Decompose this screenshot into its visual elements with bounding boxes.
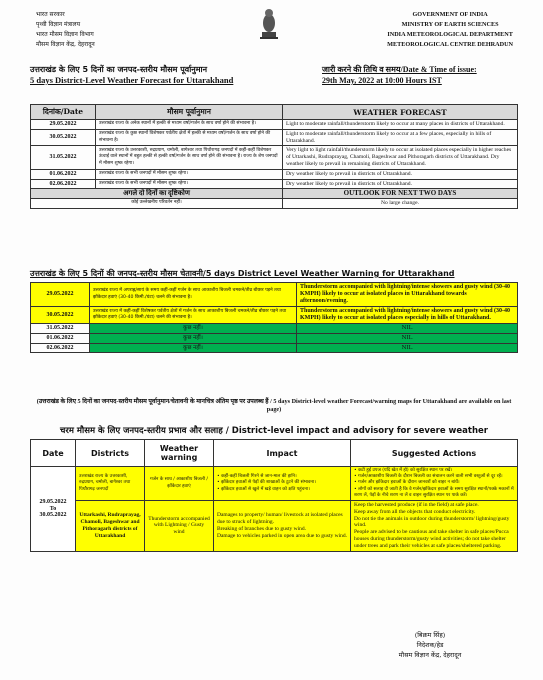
issue-value: 29th May, 2022 at 10:00 Hours IST <box>322 76 442 85</box>
warning-title: उत्तराखंड के लिए 5 दिनों की जनपद-स्तरीय मौसम चेतावनी/5 days District Level Weather Warning for Uttarakhand <box>30 269 455 278</box>
warning-date: 02.06.2022 <box>31 343 90 353</box>
outlook-english-heading: OUTLOOK FOR NEXT TWO DAYS <box>283 189 518 199</box>
hdr-hi-4: मौसम विज्ञान केंद्र, देहरादून <box>36 41 95 48</box>
warning-date: 31.05.2022 <box>31 324 90 334</box>
impact-title: चरम मौसम के लिए जनपद-स्तरीय प्रभाव और सलाह / District-level impact and advisory for severe weather <box>60 426 488 436</box>
forecast-row <box>31 146 518 169</box>
hdr-en-3: INDIA METEOROLOGICAL DEPARTMENT <box>387 31 513 38</box>
warning-hindi: कुछ नहीं। <box>90 324 297 334</box>
col-forecast-english: WEATHER FORECAST <box>283 105 518 120</box>
row-english: Dry weather likely to prevail in districts of Uttarakhand. <box>283 179 518 189</box>
forecast-table <box>30 104 518 209</box>
warning-hindi: कुछ नहीं। <box>90 333 297 343</box>
actions-english: Keep the harvested produce (if in the field) at safe place. Keep away from all the objects that conduct electricity. Do not tie the animals in outdoor during thunderstorm/ lightning/gusty wind. People are advised to be cautious and take shelter in safe places/Pucca houses during thunderstorm/gusty wind activities; do not take shelter under trees and park their vehicles at safe places/sheltered parking. <box>351 501 518 552</box>
row-english: Light to moderate rainfall/thunderstorm likely to occur at a few places, especially in hills of Uttarakhand. <box>283 129 518 146</box>
warning-date: 30.05.2022 <box>31 307 90 324</box>
row-hindi: उत्तराखंड राज्य के सभी जनपदों में मौसम शुष्क रहेगा। <box>96 169 283 179</box>
issue-label: जारी करने की तिथि व समय/Date & Time of issue: <box>322 65 477 74</box>
warning-english: NIL <box>297 333 518 343</box>
col-impact: Impact <box>214 440 351 467</box>
impact-row-english <box>31 501 518 552</box>
outlook-english-text: No large change. <box>283 199 518 209</box>
warning-row <box>31 283 518 307</box>
hdr-hi-2: पृथ्वी विज्ञान मंत्रालय <box>36 21 81 28</box>
outlook-header-row <box>31 189 518 199</box>
col-date: दिनांक/Date <box>31 105 96 120</box>
warning-row <box>31 333 518 343</box>
warning-hindi-cell: गर्जन के साथ / आकाशीय बिजली / झोंकेदार हवाएं <box>145 467 214 501</box>
actions-hindi: • कटी हुई उपज (यदि खेत में हो) को सुरक्षित स्थान पर रखें। • गर्जन/आकाशीय बिजली के दौरान बिजली का संचालन करने वाली सभी वस्तुओं से दूर रहें। • गर्जन और झोंकेदार हवाओं के दौरान जानवरों को बाहर न बांधें। • लोगों को सलाह दी जाती है कि वे गर्जन/झोंकेदार हवाओं के समय सुरक्षित स्थानों/पक्के मकानों में शरण लें, पेड़ों के नीचे शरण ना लें व वाहन सुरक्षित स्थान पर पार्क करें। <box>351 467 518 501</box>
districts-hindi: उत्तराखंड राज्य के उत्तरकाशी, रुद्रप्रयाग, चमोली, बागेश्वर तथा पिथौरागढ़ जनपदों <box>76 467 145 501</box>
warning-english-cell: Thunderstorm accompanied with Lightning / Gusty wind <box>145 501 214 552</box>
warning-date: 01.06.2022 <box>31 333 90 343</box>
impact-date: 29.05.2022 To 30.05.2022 <box>31 467 76 552</box>
forecast-row <box>31 129 518 146</box>
maps-note: (उत्तराखंड के लिए 5 दिनों का जनपद-स्तरीय मौसम पूर्वानुमान/चेतावनी के मानचित्र अंतिम पृष्ठ पर उपलब्ध हैं / 5 days District-level weather Forecast/warning maps for Uttarakhand are available on last page) <box>36 398 512 413</box>
warning-hindi: कुछ नहीं। <box>90 343 297 353</box>
col-impact-date: Date <box>31 440 76 467</box>
impact-table <box>30 439 518 552</box>
forecast-row <box>31 169 518 179</box>
forecast-row <box>31 179 518 189</box>
title-hindi: उत्तराखंड के लिए 5 दिनों का जनपद-स्तरीय मौसम पूर्वानुमान <box>30 65 208 74</box>
warning-hindi: उत्तराखंड राज्य में कहीं-कहीं विशेषकर पर्वतीय क्षेत्रों में गर्जन के साथ आकाशीय बिजली चमकने/तीव्र बौछार पड़ने तथा झोंकेदार हवाएं (30-40 किमी./घंटा) चलने की संभावना है। <box>90 307 297 324</box>
outlook-hindi-text: कोई उल्लेखनीय परिवर्तन नहीं। <box>31 199 283 209</box>
col-weather-warning: Weather warning <box>145 440 214 467</box>
row-english: Dry weather likely to prevail in districts of Uttarakhand. <box>283 169 518 179</box>
signatory-name: (बिक्रम सिंह) <box>414 631 446 639</box>
hdr-en-2: MINISTRY OF EARTH SCIENCES <box>401 21 499 28</box>
warning-english: Thunderstorm accompanied with lightning/intense showers and gusty wind (30-40 KMPH) likely to occur at isolated places especially in hills of Uttarakhand. <box>297 307 518 324</box>
signatory-office: मौसम विज्ञान केंद्र, देहरादून <box>398 651 462 659</box>
row-hindi: उत्तराखंड राज्य के कुछ स्थानों विशेषकर पर्वतीय क्षेत्रों में हल्की से मध्यम वर्षा/गर्जन के साथ वर्षा होने की संभावना है। <box>96 129 283 146</box>
warning-english: Thunderstorm accompanied with lightning/intense showers and gusty wind (30-40 KMPH) likely to occur at isolated places in Uttarakhand towards afternoon/evening. <box>297 283 518 307</box>
issue-info <box>322 64 477 86</box>
warning-table <box>30 282 518 353</box>
hdr-hi-1: भारत सरकार <box>36 11 65 18</box>
bulletin-title <box>0 64 543 90</box>
impact-row-hindi <box>31 467 518 501</box>
row-date: 01.06.2022 <box>31 169 96 179</box>
letterhead <box>0 0 543 60</box>
letterhead-english <box>387 10 513 50</box>
districts-english: Uttarkashi, Rudraprayag, Chamoli, Bageshwar and Pithoragarh districts of Uttarakhand <box>76 501 145 552</box>
hdr-hi-3: भारत मौसम विज्ञान विभाग <box>36 31 94 38</box>
warning-row <box>31 324 518 334</box>
signatory-title: निदेशक/हेड <box>416 641 444 649</box>
impact-english: Damages to property/ human/ livestock at isolated places due to struck of lightning. Breaking of branches due to gusty wind. Damage to vehicles parked in open area due to gusty wind. <box>214 501 351 552</box>
row-english: Very light to light rainfall/thunderstorm likely to occur at isolated places especially in higher reaches of Uttarkashi, Rudraprayag, Chamoli, Bageshwar and Pithoragarh districts of Uttarakhand. Dry weather likely to prevail in remaining districts of Uttarakhand. <box>283 146 518 169</box>
col-suggested-actions: Suggested Actions <box>351 440 518 467</box>
row-date: 31.05.2022 <box>31 146 96 169</box>
forecast-row <box>31 120 518 130</box>
row-date: 30.05.2022 <box>31 129 96 146</box>
warning-row <box>31 343 518 353</box>
signature-block <box>370 630 490 660</box>
title-left <box>30 64 233 86</box>
warning-date: 29.05.2022 <box>31 283 90 307</box>
outlook-row <box>31 199 518 209</box>
impact-hindi: • कहीं-कहीं बिजली गिरने से जान-माल की हानि। • झोंकेदार हवाओं से पेड़ों की शाखाओं के टूटने की संभावना। • झोंकेदार हवाओं से खुले में खड़े वाहन को क्षति पहुंचना। <box>214 467 351 501</box>
letterhead-hindi <box>36 10 95 50</box>
warning-row <box>31 307 518 324</box>
national-emblem-icon <box>258 6 280 40</box>
col-districts: Districts <box>76 440 145 467</box>
warning-english: NIL <box>297 343 518 353</box>
title-english: 5 days District-Level Weather Forecast for Uttarakhand <box>30 75 234 85</box>
hdr-en-4: METEOROLOGICAL CENTRE DEHRADUN <box>387 41 513 48</box>
col-forecast-hindi: मौसम पूर्वानुमान <box>96 105 283 120</box>
row-hindi: उत्तराखंड राज्य के उत्तरकाशी, रुद्रप्रयाग, चमोली, बागेश्वर तथा पिथौरागढ़ जनपदों में कहीं-कहीं विशेषकर ऊंचाई वाले स्थानों में बहुत हल्की से हल्की वर्षा/गर्जन के साथ वर्षा होने की संभावना है। राज्य के शेष जनपदों में मौसम शुष्क रहेगा। <box>96 146 283 169</box>
warning-english: NIL <box>297 324 518 334</box>
row-english: Light to moderate rainfall/thunderstorm likely to occur at many places in districts of Uttarakhand. <box>283 120 518 130</box>
row-date: 02.06.2022 <box>31 179 96 189</box>
row-hindi: उत्तराखंड राज्य के सभी जनपदों में मौसम शुष्क रहेगा। <box>96 179 283 189</box>
row-date: 29.05.2022 <box>31 120 96 130</box>
hdr-en-1: GOVERNMENT OF INDIA <box>412 11 488 18</box>
warning-hindi: उत्तराखंड राज्य में अपराह्न/सायं के समय कहीं-कहीं गर्जन के साथ आकाशीय बिजली चमकने/तीव्र बौछार पड़ने तथा झोंकेदार हवाएं (30-40 किमी./घंटा) चलने की संभावना है। <box>90 283 297 307</box>
row-hindi: उत्तराखंड राज्य के अनेक स्थानों में हल्की से मध्यम वर्षा/गर्जन के साथ वर्षा होने की संभावना है। <box>96 120 283 130</box>
outlook-hindi-heading: अगले दो दिनों का दृष्टिकोण <box>31 189 283 199</box>
